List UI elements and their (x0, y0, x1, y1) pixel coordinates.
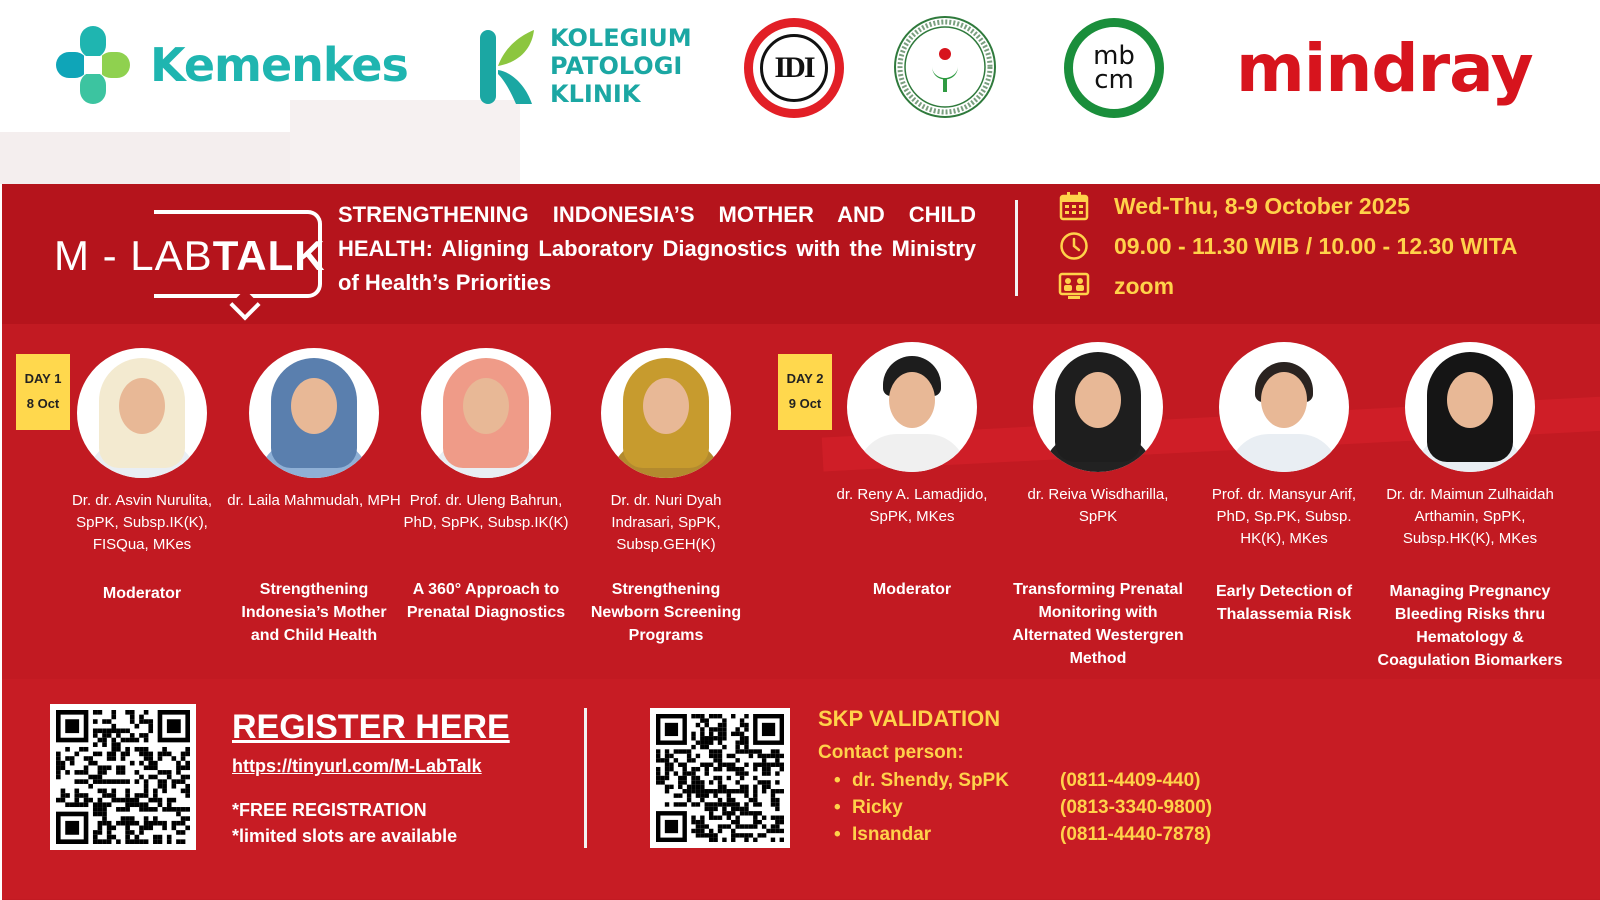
speaker-name: Prof. dr. Uleng Bahrun, PhD, SpPK, Subsp.IK(K) (403, 492, 569, 531)
speaker-card (54, 348, 230, 556)
speaker-topic: Managing Pregnancy Bleeding Risks thru Hematology & Coagulation Biomarkers (1377, 583, 1563, 669)
partner-logo-strip (0, 0, 1600, 184)
qr-code-icon (656, 714, 784, 842)
m-labtalk-logo (54, 204, 326, 316)
speaker-card (578, 348, 754, 556)
contact-item: • Isnandar (0811-4440-7878) (834, 824, 1212, 845)
speaker-topic: Early Detection of Thalassemia Risk (1215, 583, 1353, 623)
speaker-topic: Strengthening Newborn Screening Programs (590, 581, 742, 644)
free-registration-note: *FREE REGISTRATION (232, 800, 427, 820)
speaker-card (398, 348, 574, 534)
speaker-topic: Moderator (102, 585, 182, 602)
skp-validation-heading: SKP VALIDATION (818, 706, 1001, 731)
speaker-topic: Strengthening Indonesia’s Mother and Child Health (241, 581, 387, 644)
speaker-card (824, 342, 1000, 528)
event-time: 09.00 - 11.30 WIB / 10.00 - 12.30 WITA (1114, 232, 1518, 259)
clock-icon (1058, 230, 1090, 262)
speaker-card (1196, 342, 1372, 550)
day-label: DAY 1 (24, 371, 62, 386)
speaker-name: Dr. dr. Nuri Dyah Indrasari, SpPK, Subsp.GEH(K) (610, 492, 722, 553)
event-banner (2, 184, 1600, 900)
headline-subtitle: Aligning Laboratory Diagnostics with the Ministry of Health’s Priorities (338, 236, 977, 295)
idi-logo (744, 18, 844, 118)
day-label: DAY 2 (786, 371, 824, 386)
qr-code-icon (56, 710, 190, 844)
event-platform-row (1058, 270, 1174, 302)
video-conference-icon (1058, 270, 1090, 302)
speaker-name: Prof. dr. Mansyur Arif, PhD, Sp.PK, Subsp. HK(K), MKes (1211, 486, 1357, 547)
speaker-topic: A 360° Approach to Prenatal Diagnostics (406, 581, 566, 621)
registration-link[interactable]: https://tinyurl.com/M-LabTalk (232, 756, 482, 776)
skp-qr-code[interactable] (650, 708, 790, 848)
event-date: Wed-Thu, 8-9 October 2025 (1114, 192, 1411, 219)
limited-slots-note: *limited slots are available (232, 826, 458, 846)
brand-wordmark (54, 232, 326, 280)
speaker-photo (847, 342, 977, 472)
speaker-topic: Moderator (872, 581, 952, 598)
idi-emblem: IDI (760, 34, 828, 102)
contact-name: Ricky (852, 797, 903, 818)
contact-person-label: Contact person: (818, 742, 964, 763)
registration-qr-code[interactable] (50, 704, 196, 850)
speaker-photo (77, 348, 207, 478)
brand-suffix: TALK (212, 232, 326, 279)
speaker-topic: Transforming Prenatal Monitoring with Alternated Westergren Method (1012, 581, 1184, 667)
speaker-card (226, 348, 402, 512)
speaker-name: dr. Reny A. Lamadjido, SpPK, MKes (836, 486, 988, 525)
kolegium-patologi-klinik-logo (476, 24, 692, 108)
kemenkes-wordmark: Kemenkes (150, 38, 408, 92)
kolegium-line-2: PATOLOGI (550, 52, 683, 80)
kemenkes-logo (54, 24, 408, 106)
speaker-card (1382, 342, 1558, 550)
speaker-photo (421, 348, 551, 478)
event-date-row (1058, 190, 1410, 222)
contact-name: Isnandar (852, 824, 932, 845)
speaker-photo (601, 348, 731, 478)
speaker-photo (1219, 342, 1349, 472)
divider (584, 708, 587, 848)
mbcm-line-2: cm (1094, 65, 1134, 95)
speaker-name: Dr. dr. Maimun Zulhaidah Arthamin, SpPK, Subsp.HK(K), MKes (1386, 486, 1554, 547)
mbcm-line-1: mb (1093, 41, 1135, 71)
headline-caps: STRENGTHENING INDONESIA’S MOTHER AND CHILD HEALTH: (338, 202, 976, 261)
event-time-row (1058, 230, 1518, 262)
register-heading: REGISTER HERE (232, 708, 510, 746)
kolegium-line-3: KLINIK (550, 80, 641, 108)
contact-phone: (0811-4409-440) (1060, 770, 1201, 791)
decorative-band (290, 100, 520, 184)
mindray-logo: mindray (1236, 30, 1533, 107)
contact-item: • dr. Shendy, SpPK (0811-4409-440) (834, 770, 1201, 791)
brand-prefix: M - LAB (54, 232, 213, 279)
kolegium-line-1: KOLEGIUM (550, 24, 692, 52)
event-headline (338, 198, 976, 300)
kolegium-k-icon (476, 24, 538, 108)
speaker-name: Dr. dr. Asvin Nurulita, SpPK, Subsp.IK(K), FISQua, MKes (71, 492, 213, 553)
divider (1015, 200, 1018, 296)
event-platform: zoom (1114, 272, 1175, 299)
contact-item: • Ricky (0813-3340-9800) (834, 797, 1213, 818)
speaker-photo (249, 348, 379, 478)
speaker-name: dr. Laila Mahmudah, MPH (227, 492, 401, 509)
association-seal-logo (892, 14, 998, 120)
day-date: 8 Oct (26, 396, 60, 411)
contact-name: dr. Shendy, SpPK (852, 770, 1009, 791)
calendar-icon (1058, 190, 1090, 222)
mbcm-logo (1064, 18, 1164, 118)
speaker-card (1010, 342, 1186, 528)
contact-phone: (0813-3340-9800) (1060, 797, 1213, 818)
day-date: 9 Oct (788, 396, 822, 411)
contact-phone: (0811-4440-7878) (1060, 824, 1212, 845)
speaker-photo (1033, 342, 1163, 472)
kemenkes-emblem-icon (54, 24, 132, 106)
speaker-photo (1405, 342, 1535, 472)
speaker-name: dr. Reiva Wisdharilla, SpPK (1027, 486, 1169, 525)
